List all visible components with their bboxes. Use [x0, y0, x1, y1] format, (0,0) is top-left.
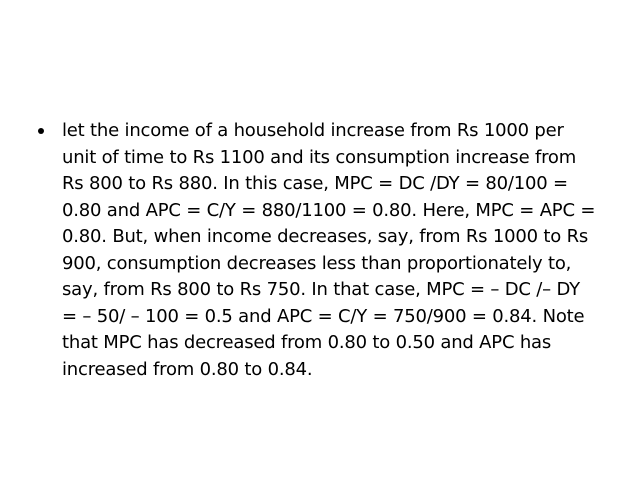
bullet-text: let the income of a household increase from Rs 1000 per unit of time to Rs 1100 and its consumption increase from Rs 800 to Rs 880. In this case, MPC = DC /DY = 80/100 = 0.80 and APC = C/Y = 880/1100 = 0.80. Here, MPC = APC = 0.80. But, when income decreases, say, from Rs 1000 to Rs 900, consumption decreases less than proportionately to, say, from Rs 800 to Rs 750. In that case, MPC = – DC /– DY = – 50/ – 100 = 0.5 and APC = C/Y = 750/900 = 0.84. Note that MPC has decreased from 0.80 to 0.50 and APC has increased from 0.80 to 0.84. [62, 120, 596, 380]
bullet-dot-icon [38, 128, 44, 134]
bullet-item [36, 118, 596, 383]
slide-content [36, 118, 596, 383]
